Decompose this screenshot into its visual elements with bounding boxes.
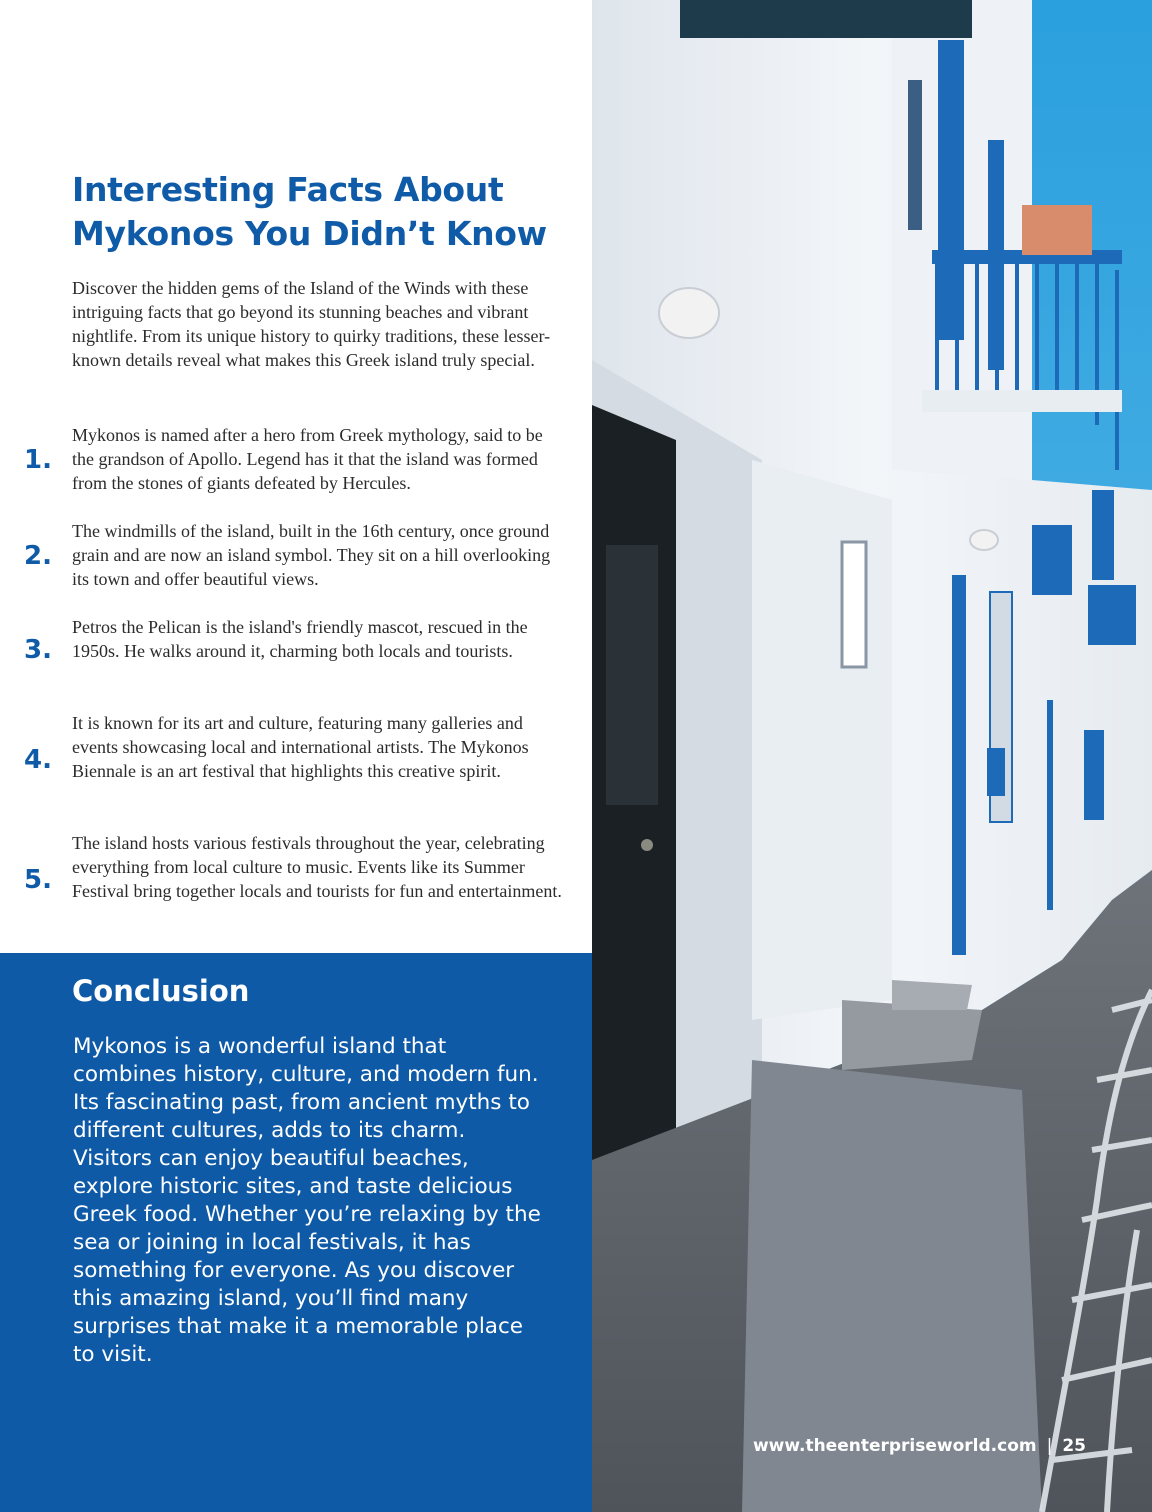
fact-text: It is known for its art and culture, featuring many galleries and events showcasing local and international artists. The Mykonos Biennale is an art festival that highlights this creative spirit.	[72, 713, 529, 781]
conclusion-text: Mykonos is a wonderful island that combines history, culture, and modern fun. Its fascinating past, from ancient myths to different cultures, adds to its charm. Visitors can enjoy beautiful beaches, explore historic sites, and taste delicious Greek food. Whether you’re relaxing by the sea or joining in local festivals, it has something for everyone. As you discover this amazing island, you’ll find many surprises that make it a memorable place to visit.	[73, 1034, 541, 1367]
article-title	[72, 168, 572, 256]
conclusion-box	[0, 953, 592, 1512]
footer-url[interactable]: www.theenterpriseworld.com	[752, 1436, 1037, 1456]
fact-text: The windmills of the island, built in the 16th century, once ground grain and are now an island symbol. They sit on a hill overlooking its town and offer beautiful views.	[72, 521, 551, 589]
intro-paragraph: Discover the hidden gems of the Island of the Winds with these intriguing facts that go beyond its stunning beaches and vibrant nightlife. From its unique history to quirky traditions, these lesser-known details reveal what makes this Greek island truly special.	[72, 278, 551, 370]
page-number: 25	[1062, 1436, 1086, 1456]
fact-text: Mykonos is named after a hero from Greek mythology, said to be the grandson of Apollo. Legend has it that the island was formed from the stones of giants defeated by Hercules.	[72, 425, 543, 493]
page-footer	[753, 1434, 1086, 1458]
mykonos-street-photo	[592, 0, 1152, 1512]
fact-number: 1.	[24, 445, 52, 475]
article-title-line-2: Mykonos You Didn’t Know	[72, 214, 547, 253]
facts-section	[0, 0, 592, 953]
fact-number: 3.	[24, 635, 52, 665]
fact-number: 5.	[24, 865, 52, 895]
footer-separator: |	[1046, 1436, 1053, 1456]
fact-text: Petros the Pelican is the island's friendly mascot, rescued in the 1950s. He walks around it, charming both locals and tourists.	[72, 617, 528, 661]
conclusion-title: Conclusion	[72, 974, 250, 1008]
fact-text: The island hosts various festivals throughout the year, celebrating everything from local culture to music. Events like its Summer Festival bring together locals and tourists for fun and entertainment.	[72, 833, 562, 901]
article-title-line-1: Interesting Facts About	[72, 170, 504, 209]
fact-number: 4.	[24, 745, 52, 775]
fact-number: 2.	[24, 541, 52, 571]
